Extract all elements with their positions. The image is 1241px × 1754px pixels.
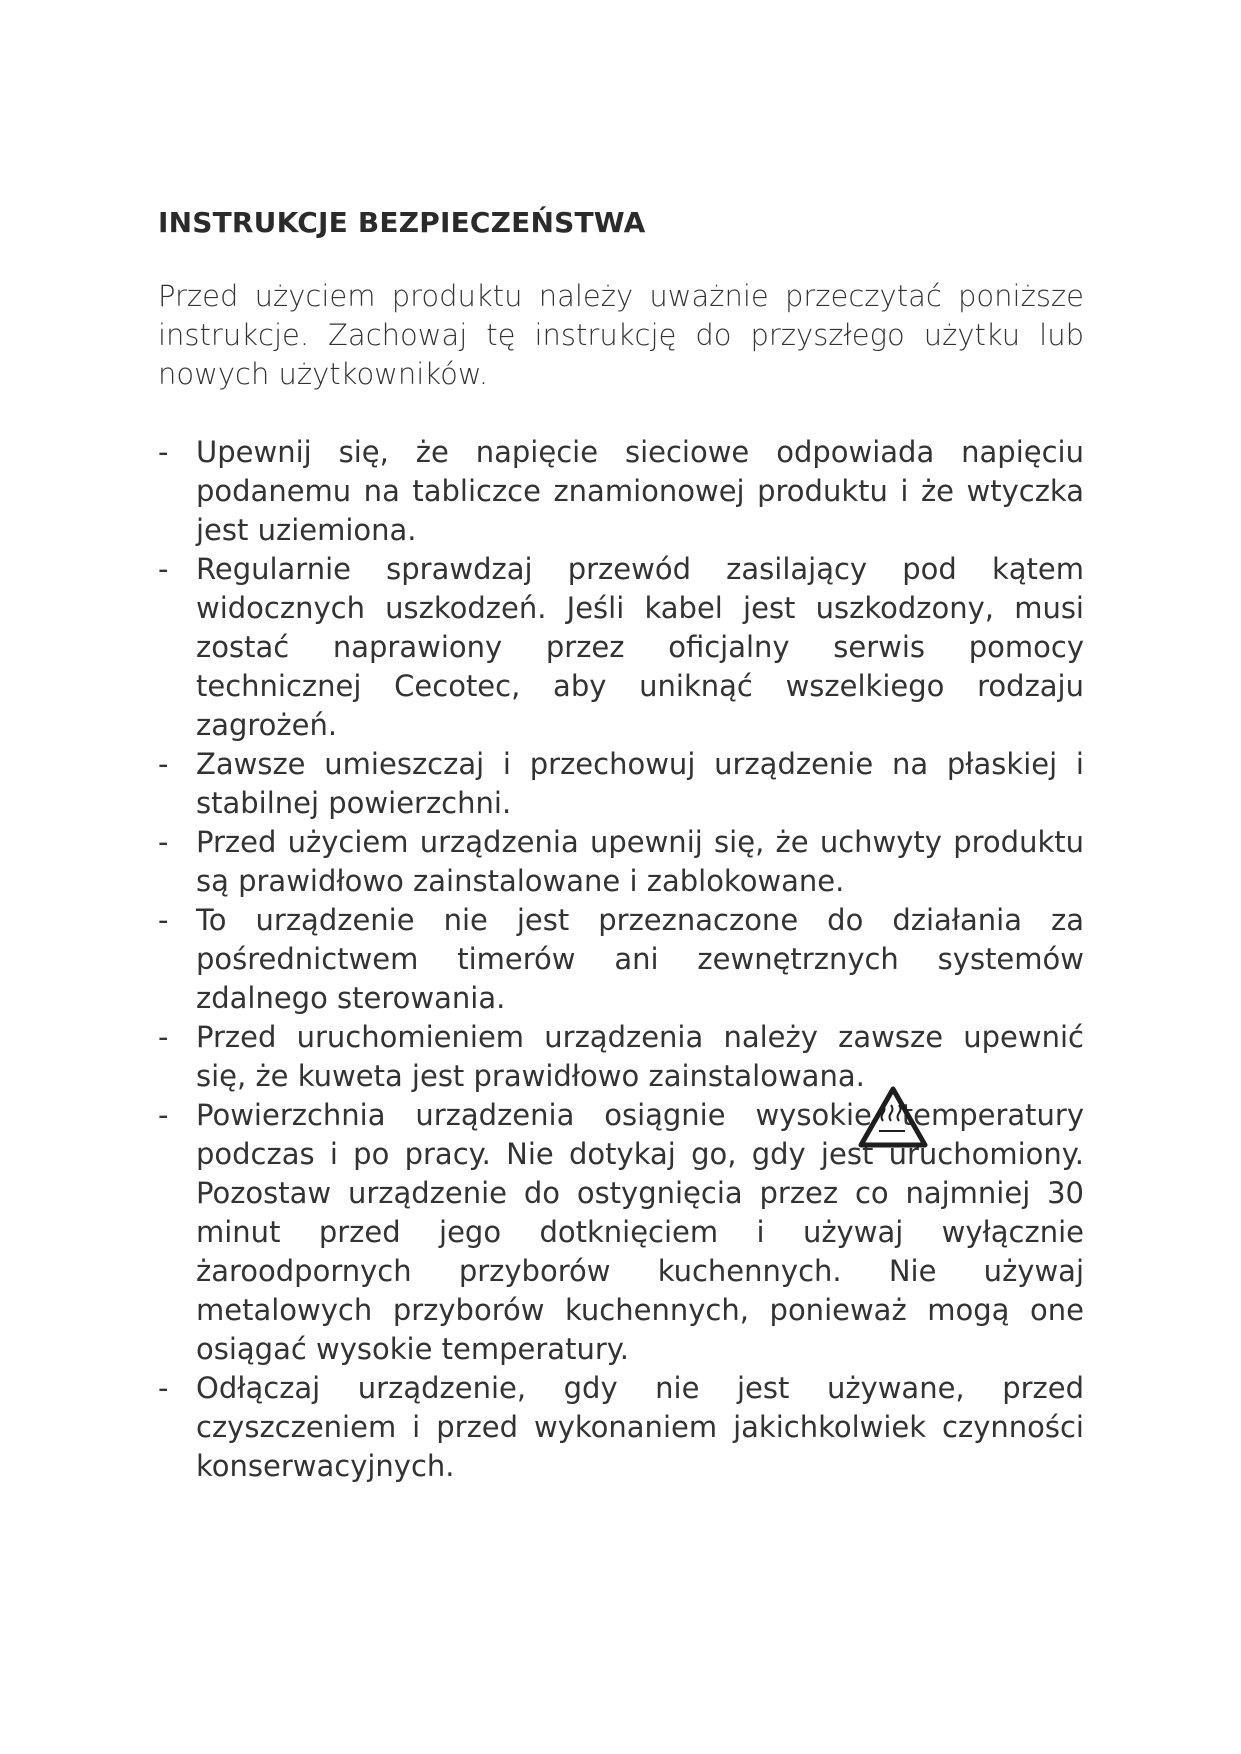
bullet-dash: - bbox=[158, 435, 169, 469]
bullet-dash: - bbox=[158, 1020, 169, 1054]
list-item-text: Przed uruchomieniem urządzenia należy zawsze upewnić się, że kuweta jest prawidłowo zainstalowana. bbox=[196, 1020, 1084, 1093]
bullet-dash: - bbox=[158, 1371, 169, 1405]
bullet-dash: - bbox=[158, 1098, 169, 1132]
list-item-text: Regularnie sprawdzaj przewód zasilający pod kątem widocznych uszkodzeń. Jeśli kabel jest uszkodzony, musi zostać naprawiony przez oficjalny serwis pomocy technicznej Cecotec, aby uniknąć wszelkiego rodzaju zagrożeń. bbox=[196, 552, 1084, 742]
page-title: INSTRUKCJE BEZPIECZEŃSTWA bbox=[158, 206, 646, 239]
list-item-text: Przed użyciem urządzenia upewnij się, że uchwyty produktu są prawidłowo zainstalowane i zablokowane. bbox=[196, 825, 1084, 898]
list-item-text: To urządzenie nie jest przeznaczone do działania za pośrednictwem timerów ani zewnętrznych systemów zdalnego sterowania. bbox=[196, 903, 1084, 1015]
list-item bbox=[158, 901, 1084, 1018]
list-item-text: Powierzchnia urządzenia osiągnie wysokie temperatury podczas i po pracy. Nie dotykaj go, gdy jest uruchomiony. Pozostaw urządzenie do ostygnięcia przez co najmniej 30 minut przed jego dotknięciem i używaj wyłącznie żaroodpornych przyborów kuchennych. Nie używaj metalowych przyborów kuchennych, ponieważ mogą one osiągać wysokie temperatury. bbox=[196, 1098, 1084, 1366]
document-page bbox=[158, 205, 1084, 1486]
list-item bbox=[158, 1096, 1084, 1369]
bullet-dash: - bbox=[158, 552, 169, 586]
bullet-dash: - bbox=[158, 825, 169, 859]
list-item-text: Zawsze umieszczaj i przechowuj urządzenie na płaskiej i stabilnej powierzchni. bbox=[196, 747, 1084, 820]
bullet-dash: - bbox=[158, 903, 169, 937]
list-item-text: Upewnij się, że napięcie sieciowe odpowiada napięciu podanemu na tabliczce znamionowej produktu i że wtyczka jest uziemiona. bbox=[196, 435, 1084, 547]
list-item bbox=[158, 823, 1084, 901]
list-item-text: Odłączaj urządzenie, gdy nie jest używane, przed czyszczeniem i przed wykonaniem jakichkolwiek czynności konserwacyjnych. bbox=[196, 1371, 1084, 1483]
intro-paragraph: Przed użyciem produktu należy uważnie przeczytać poniższe instrukcje. Zachowaj tę instrukcję do przyszłego użytku lub nowych użytkowników. bbox=[158, 279, 1084, 391]
bullet-dash: - bbox=[158, 747, 169, 781]
hot-surface-warning-icon bbox=[857, 1085, 929, 1151]
list-item bbox=[158, 1018, 1084, 1096]
safety-list bbox=[158, 433, 1084, 1486]
list-item bbox=[158, 550, 1084, 745]
list-item bbox=[158, 433, 1084, 550]
list-item bbox=[158, 745, 1084, 823]
list-item bbox=[158, 1369, 1084, 1486]
